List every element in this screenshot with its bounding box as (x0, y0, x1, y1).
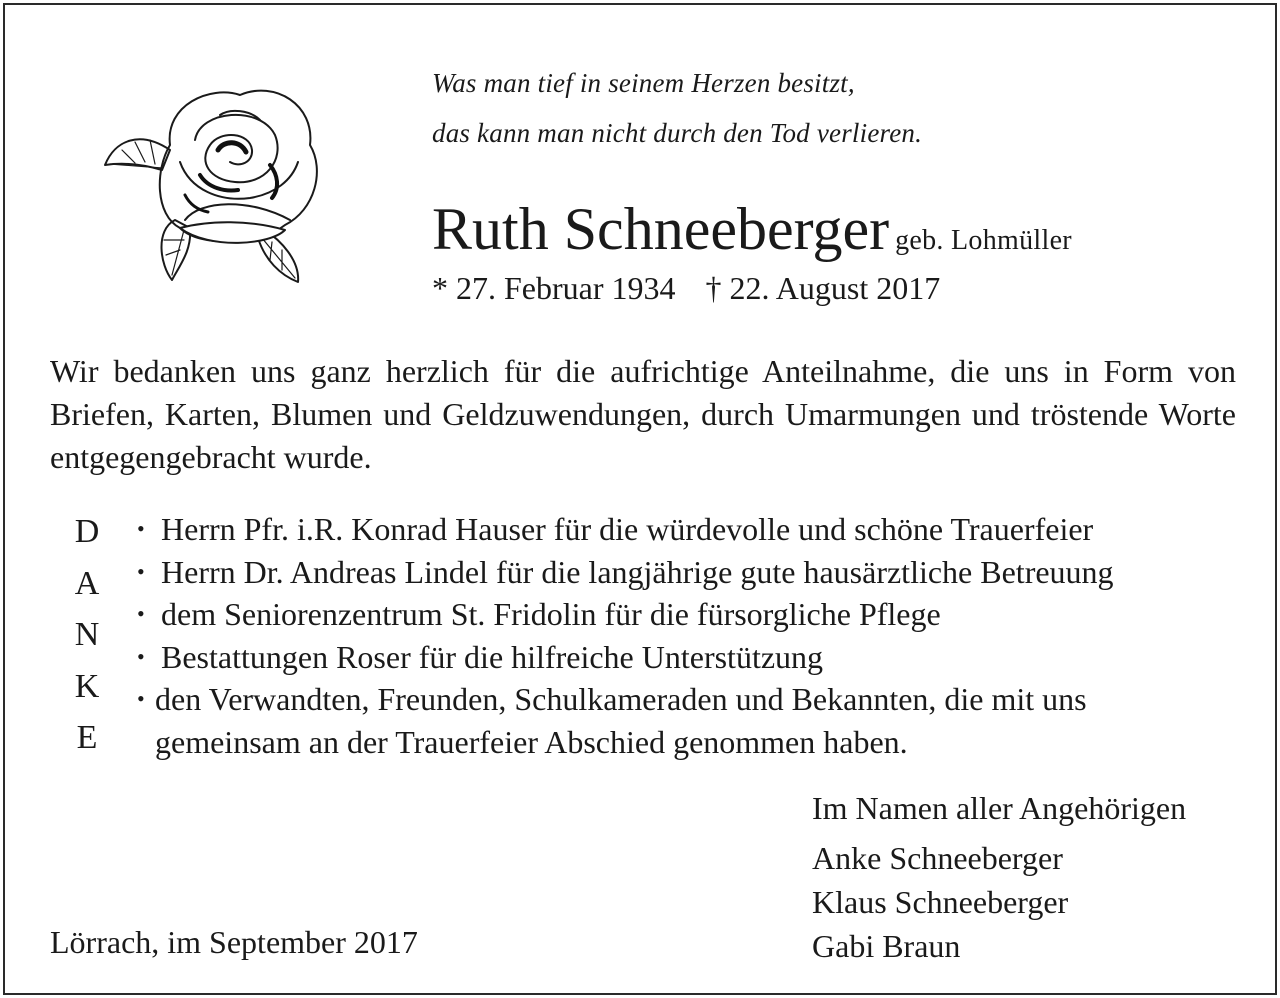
list-item (133, 678, 1215, 763)
list-item-text: Herrn Pfr. i.R. Konrad Hauser für die würdevolle und schöne Trauerfeier (161, 511, 1094, 547)
signature-name: Anke Schneeberger (812, 840, 1063, 876)
bullet-icon: • (137, 686, 145, 711)
quote-line-1: Was man tief in seinem Herzen besitzt, (432, 68, 855, 98)
signature-heading: Im Namen aller Angehörigen (812, 790, 1187, 826)
bullet-icon: • (137, 601, 145, 626)
danke-letter: N (74, 616, 100, 653)
list-item-text: Bestattungen Roser für die hilfreiche Unterstützung (161, 638, 824, 675)
place-date: Lörrach, im September 2017 (50, 924, 418, 960)
danke-letter: A (74, 564, 100, 602)
quote-line-2: das kann man nicht durch den Tod verlieren. (432, 118, 923, 148)
deceased-name: Ruth Schneeberger (432, 196, 890, 262)
maiden-name: geb. Lohmüller (895, 225, 1072, 256)
signature-block (812, 786, 1186, 968)
signature-name: Gabi Braun (812, 928, 961, 964)
list-item (133, 551, 1215, 594)
bullet-icon: • (137, 643, 145, 669)
birth-date: * 27. Februar 1934 (432, 270, 676, 306)
danke-letter: K (74, 667, 100, 705)
list-item (133, 636, 1215, 679)
bullet-icon: • (137, 516, 145, 541)
list-item-text: dem Seniorenzentrum St. Fridolin für die fürsorgliche Pflege (161, 596, 941, 632)
death-date: † 22. August 2017 (705, 270, 941, 306)
deceased-name-line (432, 194, 1072, 276)
list-item-text: den Verwandten, Freunden, Schulkameraden und Bekannten, die mit uns gemeinsam an der Trauerfeier Abschied genommen haben. (155, 681, 1087, 760)
bullet-icon: • (137, 558, 145, 584)
list-item (133, 593, 1215, 636)
signature-names (812, 836, 1186, 968)
thanks-list (133, 508, 1215, 763)
list-item (133, 508, 1215, 551)
list-item-text: Herrn Dr. Andreas Lindel für die langjährige gute hausärztliche Betreuung (161, 553, 1114, 590)
rose-icon (100, 70, 340, 290)
life-dates (432, 268, 940, 308)
danke-letter: E (76, 719, 98, 756)
signature-name: Klaus Schneeberger (812, 884, 1069, 920)
danke-vertical (72, 506, 102, 764)
danke-letter: D (74, 513, 100, 550)
thanks-intro: Wir bedanken uns ganz herzlich für die aufrichtige Anteilnahme, die uns in Form von Briefen, Karten, Blumen und Geldzuwendungen, durch Umarmungen und tröstende Worte entgegengebracht wurde. (50, 353, 1236, 475)
memorial-quote (432, 58, 922, 158)
